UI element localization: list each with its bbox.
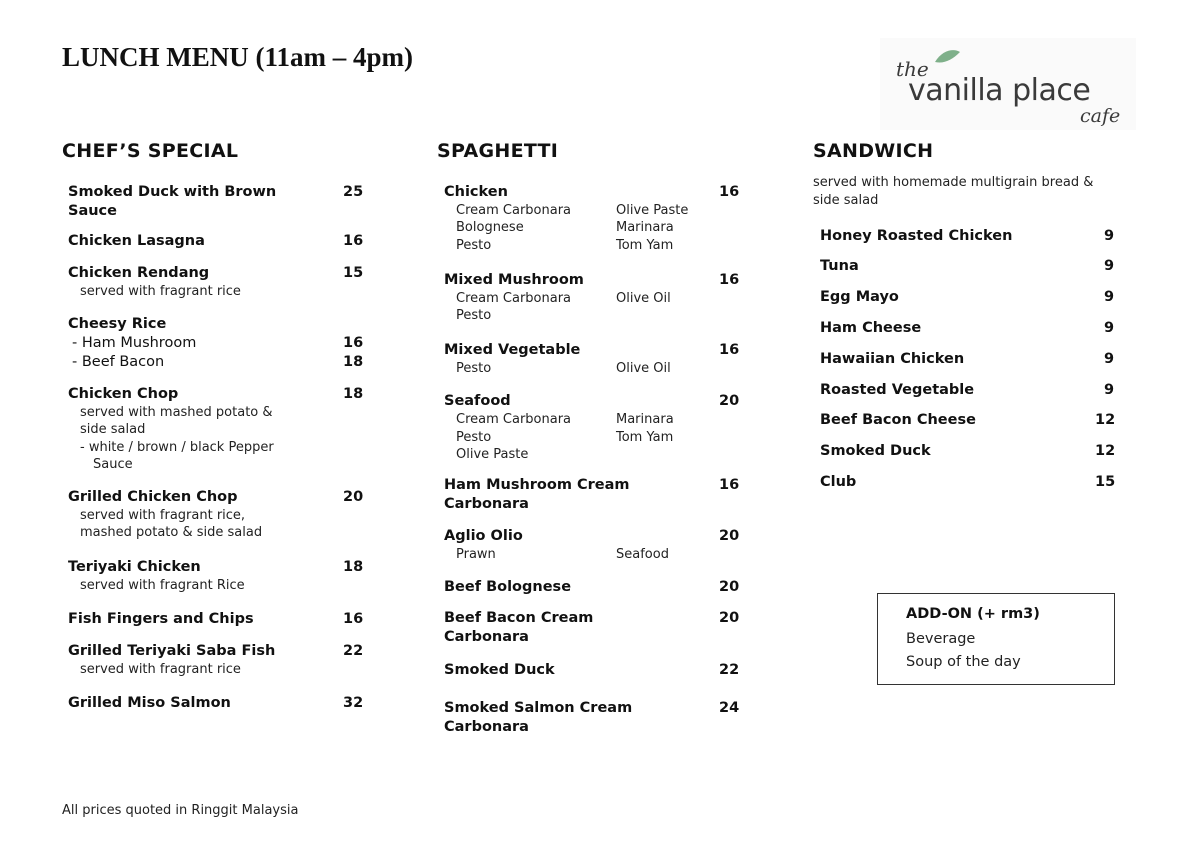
item-option: Prawn bbox=[456, 547, 496, 562]
item-price: 18 bbox=[343, 354, 364, 370]
sandwich-description: served with homemade multigrain bread & bbox=[813, 175, 1094, 190]
item-price: 16 bbox=[719, 184, 740, 200]
item-name: Grilled Chicken Chop bbox=[68, 489, 238, 505]
item-name: Teriyaki Chicken bbox=[68, 559, 201, 575]
addon-item: Beverage bbox=[906, 631, 976, 647]
item-name: Hawaiian Chicken bbox=[820, 351, 965, 367]
item-name: Beef Bacon Cheese bbox=[820, 412, 976, 428]
item-price: 15 bbox=[343, 265, 364, 281]
item-price: 16 bbox=[719, 272, 740, 288]
item-option: Cream Carbonara bbox=[456, 203, 572, 218]
item-name: Cheesy Rice bbox=[68, 316, 167, 332]
item-name: Chicken Rendang bbox=[68, 265, 210, 281]
item-option: Pesto bbox=[456, 308, 492, 323]
logo-name: vanilla place bbox=[908, 73, 1091, 108]
item-name: Seafood bbox=[444, 393, 511, 409]
item-note: served with mashed potato & bbox=[80, 405, 273, 420]
chefs-special-column bbox=[62, 140, 238, 162]
item-price: 20 bbox=[719, 393, 740, 409]
item-option: Olive Oil bbox=[616, 291, 671, 306]
item-price: 20 bbox=[719, 579, 740, 595]
item-price: 16 bbox=[343, 233, 364, 249]
item-name: Smoked Duck bbox=[820, 443, 931, 459]
item-price: 9 bbox=[1104, 351, 1115, 367]
item-name: Grilled Miso Salmon bbox=[68, 695, 231, 711]
item-option: Pesto bbox=[456, 430, 492, 445]
item-name-cont: Carbonara bbox=[444, 719, 529, 735]
item-price: 9 bbox=[1104, 228, 1115, 244]
item-name: Roasted Vegetable bbox=[820, 382, 975, 398]
item-price: 18 bbox=[343, 386, 364, 402]
cafe-logo bbox=[880, 38, 1136, 130]
item-price: 32 bbox=[343, 695, 364, 711]
item-name: Ham Mushroom Cream bbox=[444, 477, 630, 493]
item-price: 12 bbox=[1095, 443, 1116, 459]
logo-cafe: cafe bbox=[1080, 105, 1121, 127]
item-price: 9 bbox=[1104, 258, 1115, 274]
item-option: Marinara bbox=[616, 220, 674, 235]
item-name: Fish Fingers and Chips bbox=[68, 611, 254, 627]
item-price: 16 bbox=[719, 342, 740, 358]
item-note: - white / brown / black Pepper bbox=[80, 440, 274, 455]
item-option: Olive Oil bbox=[616, 361, 671, 376]
item-note: served with fragrant Rice bbox=[80, 578, 245, 593]
item-option: Seafood bbox=[616, 547, 669, 562]
item-price: 16 bbox=[719, 477, 740, 493]
item-price: 18 bbox=[343, 559, 364, 575]
sandwich-column bbox=[813, 140, 933, 162]
item-price: 15 bbox=[1095, 474, 1116, 490]
item-option: Olive Paste bbox=[456, 447, 529, 462]
item-name: Beef Bolognese bbox=[444, 579, 572, 595]
item-name: Ham Cheese bbox=[820, 320, 922, 336]
item-price: 20 bbox=[719, 610, 740, 626]
item-price: 25 bbox=[343, 184, 364, 200]
item-option: Tom Yam bbox=[616, 430, 674, 445]
item-option: Olive Paste bbox=[616, 203, 689, 218]
item-name: Mixed Vegetable bbox=[444, 342, 581, 358]
item-option: Tom Yam bbox=[616, 238, 674, 253]
item-name: Smoked Duck bbox=[444, 662, 555, 678]
item-price: 9 bbox=[1104, 382, 1115, 398]
item-option: - Ham Mushroom bbox=[72, 335, 197, 351]
item-name: Honey Roasted Chicken bbox=[820, 228, 1013, 244]
item-name-cont: Sauce bbox=[68, 203, 117, 219]
chefs-special-heading: CHEF’S SPECIAL bbox=[62, 140, 239, 162]
item-note: mashed potato & side salad bbox=[80, 525, 263, 540]
item-note: served with fragrant rice bbox=[80, 284, 241, 299]
spaghetti-heading: SPAGHETTI bbox=[437, 140, 559, 162]
item-name: Beef Bacon Cream bbox=[444, 610, 594, 626]
item-option: Cream Carbonara bbox=[456, 291, 572, 306]
item-name: Chicken Lasagna bbox=[68, 233, 205, 249]
addon-item: Soup of the day bbox=[906, 654, 1021, 670]
item-price: 16 bbox=[343, 611, 364, 627]
item-name: Grilled Teriyaki Saba Fish bbox=[68, 643, 276, 659]
spaghetti-column bbox=[437, 140, 558, 162]
item-name: Chicken Chop bbox=[68, 386, 179, 402]
item-option: - Beef Bacon bbox=[72, 354, 165, 370]
sandwich-description: side salad bbox=[813, 193, 879, 208]
item-option: Pesto bbox=[456, 361, 492, 376]
addon-title: ADD-ON (+ rm3) bbox=[906, 606, 1040, 622]
item-price: 9 bbox=[1104, 320, 1115, 336]
item-price: 16 bbox=[343, 335, 364, 351]
sandwich-heading: SANDWICH bbox=[813, 140, 934, 162]
item-note: Sauce bbox=[93, 457, 133, 472]
item-price: 20 bbox=[343, 489, 364, 505]
item-price: 24 bbox=[719, 700, 740, 716]
item-name: Tuna bbox=[820, 258, 859, 274]
item-note: side salad bbox=[80, 422, 146, 437]
item-note: served with fragrant rice, bbox=[80, 508, 246, 523]
item-price: 12 bbox=[1095, 412, 1116, 428]
item-note: served with fragrant rice bbox=[80, 662, 241, 677]
item-option: Pesto bbox=[456, 238, 492, 253]
item-option: Cream Carbonara bbox=[456, 412, 572, 427]
page-title: LUNCH MENU (11am – 4pm) bbox=[62, 42, 413, 72]
item-price: 20 bbox=[719, 528, 740, 544]
item-name: Mixed Mushroom bbox=[444, 272, 584, 288]
item-name: Chicken bbox=[444, 184, 508, 200]
item-price: 22 bbox=[343, 643, 364, 659]
item-name-cont: Carbonara bbox=[444, 629, 529, 645]
price-note: All prices quoted in Ringgit Malaysia bbox=[62, 803, 299, 818]
item-name: Egg Mayo bbox=[820, 289, 899, 305]
item-name: Aglio Olio bbox=[444, 528, 523, 544]
item-name: Smoked Duck with Brown bbox=[68, 184, 277, 200]
item-price: 22 bbox=[719, 662, 740, 678]
addon-box bbox=[877, 593, 1115, 685]
item-name-cont: Carbonara bbox=[444, 496, 529, 512]
item-option: Marinara bbox=[616, 412, 674, 427]
item-price: 9 bbox=[1104, 289, 1115, 305]
logo-the: the bbox=[896, 57, 929, 81]
item-option: Bolognese bbox=[456, 220, 524, 235]
item-name: Smoked Salmon Cream bbox=[444, 700, 633, 716]
item-name: Club bbox=[820, 474, 857, 490]
